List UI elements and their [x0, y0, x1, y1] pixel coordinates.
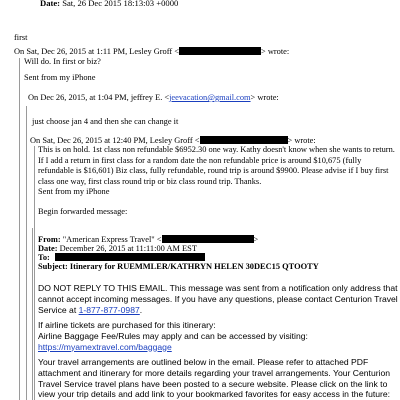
quote1-attribution-end: > wrote:: [261, 47, 290, 56]
quote2-line: just choose jan 4 and then she can change it: [32, 117, 179, 126]
quote2-attribution: [28, 93, 279, 104]
email-date-header: [40, 0, 178, 9]
quote2-attribution-start: On Dec 26, 2015, at 1:04 PM, jeffrey E. <: [28, 93, 170, 102]
outline-line: Your travel arrangements are outlined below in the email. Please refer to attached PDF: [38, 357, 369, 367]
airline-paragraph: [38, 320, 308, 352]
quote1-line: Will do. In first or biz?: [24, 57, 101, 66]
quote1-attribution-start: On Sat, Dec 26, 2015 at 1:11 PM, Lesley Groff <: [14, 47, 179, 56]
quote3-signature: Sent from my iPhone: [38, 187, 110, 196]
quote1-signature: Sent from my iPhone: [24, 73, 96, 82]
from-value: "American Express Travel" <: [62, 235, 162, 244]
quote2-attribution-end: > wrote:: [250, 93, 279, 102]
redacted-email: [162, 235, 254, 243]
quote1-bar: [19, 58, 20, 400]
outline-line: view your trip details and add link to your bookmarked favorites for easy access in the future:: [38, 389, 391, 400]
quote1-attribution: [14, 47, 289, 58]
quote3-body-line: This is on hold. 1st class non refundable $6952.30 one way. Kathy doesn't know when she wants to return.: [38, 145, 395, 154]
notice-line: cannot accept incoming messages. If you have any questions, please contact Centurion Travel: [38, 293, 398, 304]
phone-link[interactable]: 1-877-877-0987: [78, 304, 140, 315]
quote3-attribution-start: On Sat, Dec 26, 2015 at 12:40 PM, Lesley Groff <: [30, 136, 200, 145]
notice-line-text: Service at: [38, 304, 79, 315]
quote3-bar: [34, 146, 35, 400]
forwarded-bar: [32, 228, 33, 400]
from-label: From:: [38, 235, 61, 244]
date-label: Date:: [38, 244, 58, 253]
date-label: Date:: [40, 0, 61, 8]
airline-line: Airline Baggage Fee/Rules may apply and can be accessed by visiting:: [38, 330, 308, 341]
redacted-recipient: [55, 253, 205, 261]
baggage-link[interactable]: https://myamextravel.com/baggage: [38, 341, 172, 352]
subject-value: Itinerary for RUEMMLER/KATHRYN HELEN 30DEC15 QTOOTY: [69, 262, 319, 271]
notice-line: [38, 305, 398, 316]
forward-intro: Begin forwarded message:: [38, 207, 128, 216]
email-link[interactable]: jeevacation@gmail.com: [169, 93, 251, 102]
date-value: Sat, 26 Dec 2015 18:13:03 +0000: [62, 0, 179, 8]
redacted-email: [200, 136, 288, 144]
subject-label: Subject:: [38, 262, 68, 271]
outline-line: attachment and itinerary for more details regarding your travel arrangements. Your Centurion: [38, 367, 391, 378]
to-label: To:: [38, 253, 50, 262]
notice-line: DO NOT REPLY TO THIS EMAIL. This message was sent from a notification only address that: [38, 283, 398, 293]
outline-line: Travel Service travel plans have been posted to a secure website. Please click on the link to: [38, 378, 388, 389]
quote3-body-line: class one way, first class round trip or biz class round trip. Thanks.: [38, 176, 262, 186]
date-value: December 26, 2015 at 11:11:00 AM EST: [59, 244, 197, 253]
quote3-body: [38, 145, 395, 187]
quote3-body-line: If I add a return in first class for a random date the non refundable price is around $10,675 (fully: [38, 155, 362, 165]
forwarded-subject: [38, 262, 319, 273]
notice-paragraph: [38, 283, 398, 315]
quote3-body-line: refundable is $16,601) Biz class, fully refundable, round trip is around $9900. Please advise if I buy first: [38, 166, 389, 176]
notice-line-end: .: [139, 304, 143, 315]
redacted-email: [179, 47, 261, 55]
airline-line: If airline tickets are purchased for this itinerary:: [38, 320, 216, 330]
from-end: >: [253, 235, 259, 244]
reply-text: first: [14, 33, 28, 42]
quote2-bar: [26, 106, 27, 400]
quote3-attribution-end: > wrote:: [287, 136, 316, 145]
outline-paragraph: [38, 357, 390, 400]
